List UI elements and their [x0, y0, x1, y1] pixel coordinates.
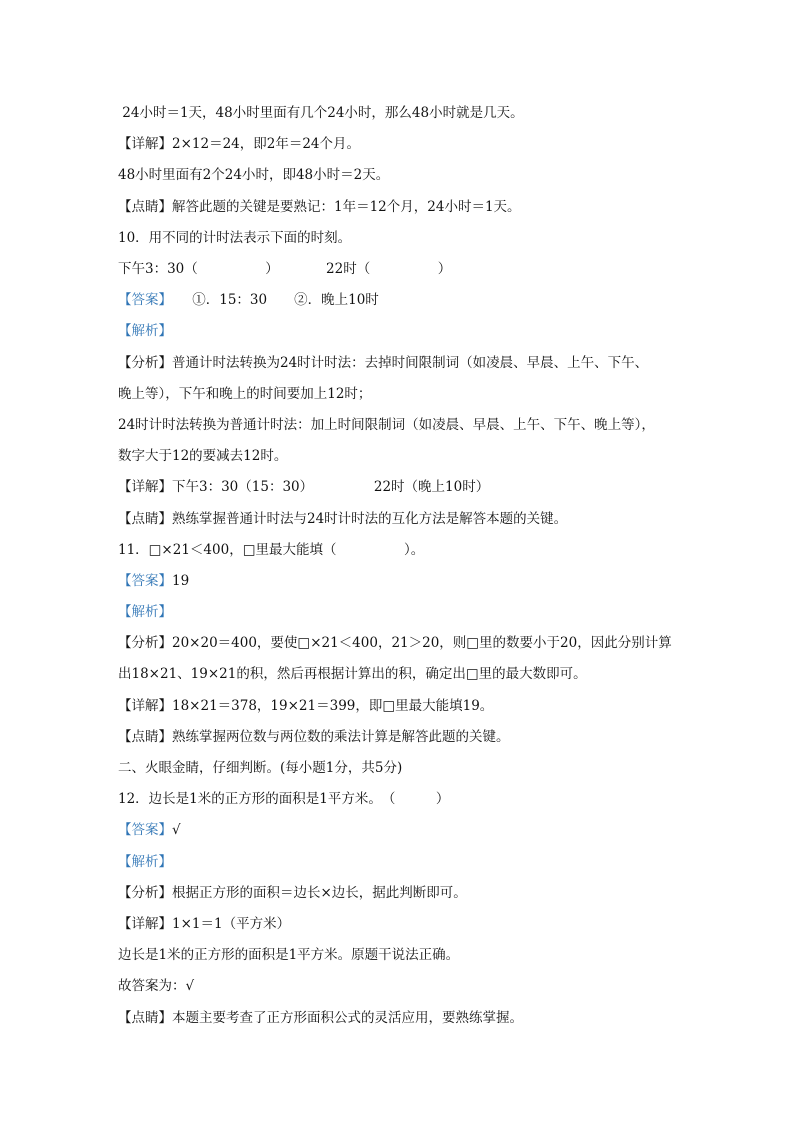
line-label: 【详解】 [118, 136, 172, 152]
line-24 [118, 821, 181, 839]
line-2 [118, 135, 360, 153]
line-text: 10．用不同的计时法表示下面的时刻。 [118, 230, 352, 246]
line-15 [118, 541, 424, 559]
line-label: 【点睛】 [118, 1010, 172, 1026]
line-label: 【详解】 [118, 698, 172, 714]
line-text: 本题主要考查了正方形面积公式的灵活应用，要熟练掌握。 [172, 1010, 523, 1026]
line-text: 11．□×21＜400，□里最大能填（ ）。 [118, 542, 425, 558]
line-text: 19 [172, 573, 190, 589]
line-text: 24时计时法转换为普通计时法：加上时间限制词（如凌晨、早晨、上午、下午、晚上等）， [118, 417, 655, 433]
line-label: 【详解】 [118, 479, 172, 495]
line-5 [118, 229, 351, 247]
line-18 [118, 634, 672, 652]
line-30 [118, 1009, 523, 1027]
answer-label: 【答案】 [118, 292, 166, 308]
line-label: 【分析】 [118, 885, 172, 901]
line-6 [118, 260, 451, 278]
line-text: 1×1＝1（平方米） [172, 916, 291, 932]
line-8 [118, 322, 172, 340]
line-text: 下午3：30（15：30） 22时（晚上10时） [172, 479, 490, 495]
line-4 [118, 198, 521, 216]
line-text: 晚上等），下午和晚上的时间要加上12时； [118, 386, 372, 402]
line-label: 【详解】 [118, 916, 172, 932]
line-text: 数字大于12的要减去12时。 [118, 448, 288, 464]
section-heading [118, 759, 402, 777]
line-text: 48小时里面有2个24小时，即48小时＝2天。 [118, 167, 390, 183]
line-text: 12．边长是1米的正方形的面积是1平方米。 （ ） [118, 791, 450, 807]
line-21 [118, 728, 510, 746]
line-text: 二、火眼金睛，仔细判断。(每小题1分，共5分) [118, 760, 403, 776]
line-19 [118, 665, 587, 683]
line-label: 【分析】 [118, 635, 172, 651]
line-10 [118, 385, 371, 403]
line-text: √ [172, 822, 181, 838]
line-12 [118, 447, 287, 465]
line-text: 解答此题的关键是要熟记：1年＝12个月，24小时＝1天。 [172, 199, 521, 215]
line-28 [118, 946, 459, 964]
line-text: 故答案为：√ [118, 978, 195, 994]
line-11 [118, 416, 655, 434]
line-label: 【点睛】 [118, 199, 172, 215]
line-text: 熟练掌握普通计时法与24时计时法的互化方法是解答本题的关键。 [172, 511, 568, 527]
answer-label: 【答案】 [118, 573, 172, 589]
analysis-label: 【解析】 [118, 854, 172, 870]
line-7 [118, 291, 379, 309]
line-26 [118, 884, 467, 902]
line-27 [118, 915, 290, 933]
line-16 [118, 572, 189, 590]
line-text: ①．15：30 ②．晚上10时 [165, 292, 379, 308]
analysis-label: 【解析】 [118, 604, 172, 620]
answer-label: 【答案】 [118, 822, 172, 838]
line-29 [118, 977, 194, 995]
line-text: 边长是1米的正方形的面积是1平方米。原题干说法正确。 [118, 947, 460, 963]
line-label: 【点睛】 [118, 511, 172, 527]
line-label: 【点睛】 [118, 729, 172, 745]
line-text: 下午3：30（ ） 22时（ ） [118, 261, 452, 277]
line-9 [118, 354, 648, 372]
line-1 [118, 104, 524, 122]
line-text: 熟练掌握两位数与两位数的乘法计算是解答此题的关键。 [172, 729, 510, 745]
line-20 [118, 697, 493, 715]
line-14 [118, 510, 567, 528]
line-13 [118, 478, 489, 496]
line-text: 出18×21、19×21的积，然后再根据计算出的积，确定出□里的最大数即可。 [118, 666, 587, 682]
line-text: 24小时＝1天，48小时里面有几个24小时，那么48小时就是几天。 [118, 105, 524, 121]
line-25 [118, 853, 172, 871]
line-3 [118, 166, 389, 184]
line-text: 2×12＝24，即2年＝24个月。 [172, 136, 361, 152]
line-text: 普通计时法转换为24时计时法：去掉时间限制词（如凌晨、早晨、上午、下午、 [172, 355, 649, 371]
line-text: 根据正方形的面积＝边长×边长，据此判断即可。 [172, 885, 467, 901]
line-text: 20×20＝400，要使□×21＜400，21＞20，则□里的数要小于20，因此分别计算 [172, 635, 672, 651]
line-text: 18×21＝378，19×21＝399，即□里最大能填19。 [172, 698, 494, 714]
analysis-label: 【解析】 [118, 323, 172, 339]
line-17 [118, 603, 172, 621]
line-23 [118, 790, 449, 808]
line-label: 【分析】 [118, 355, 172, 371]
